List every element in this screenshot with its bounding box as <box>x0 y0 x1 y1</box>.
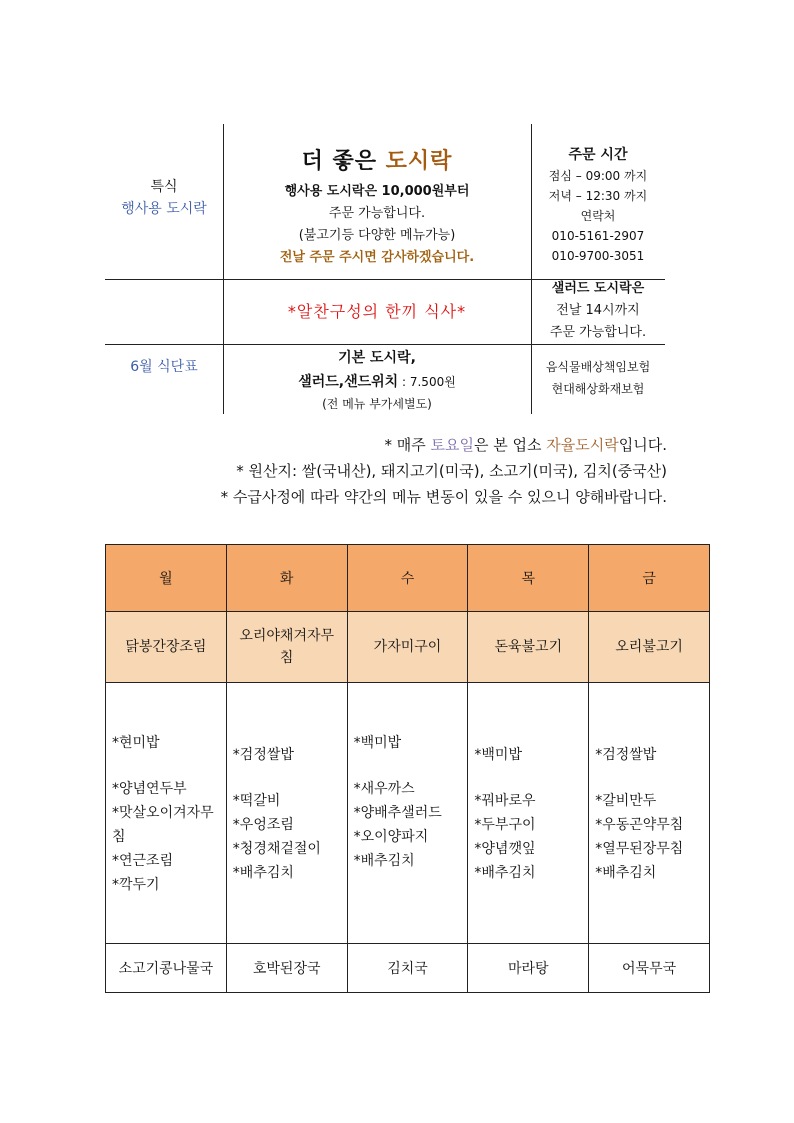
main-dish: 돈육불고기 <box>468 612 589 683</box>
main-dish: 닭봉간장조림 <box>106 612 227 683</box>
side-dish-row <box>106 683 710 944</box>
note-change: * 수급사정에 따라 약간의 메뉴 변동이 있을 수 있으니 양해바랍니다. <box>220 488 667 506</box>
header-block <box>105 124 665 414</box>
list-item: *떡갈비 <box>232 793 281 809</box>
main-dish-row <box>106 612 710 683</box>
list-item: *백미밥 <box>474 747 522 763</box>
list-item: *두부구이 <box>474 817 536 833</box>
insurance-info: 음식물배상책임보험 현대해상화재보험 <box>545 360 651 396</box>
june-menu-label: 6월 식단표 <box>130 359 198 375</box>
divider <box>105 344 665 345</box>
main-dish: 오리불고기 <box>589 612 710 683</box>
day-mon: 월 <box>106 545 227 612</box>
soup: 어묵무국 <box>589 944 710 993</box>
slogan: *알찬구성의 한끼 식사* <box>287 302 467 321</box>
list-item: *현미밥 <box>112 735 160 751</box>
list-item: *배추김치 <box>353 853 415 869</box>
event-info: 행사용 도시락은 10,000원부터 주문 가능합니다. (불고기등 다양한 메뉴가능) 전날 주문 주시면 감사하겠습니다. <box>279 184 475 265</box>
list-item: *백미밥 <box>353 735 402 751</box>
soup: 소고기콩나물국 <box>106 944 227 993</box>
title-block <box>223 144 531 269</box>
soup: 호박된장국 <box>226 944 347 993</box>
day-wed: 수 <box>347 545 468 612</box>
weekly-menu-table <box>105 544 710 993</box>
side-dish-cell <box>226 683 347 944</box>
day-tue: 화 <box>226 545 347 612</box>
notes <box>221 432 667 510</box>
list-item: *우엉조림 <box>232 817 294 833</box>
side-dish-cell <box>347 683 468 944</box>
special-label: 특식 행사용 도시락 <box>121 179 207 217</box>
side-dish-cell <box>589 683 710 944</box>
list-item: *갈비만두 <box>595 793 657 809</box>
list-item: *양념연두부 <box>112 781 187 797</box>
list-item: *검정쌀밥 <box>595 747 657 763</box>
list-item: *맛살오이겨자무침 <box>112 805 214 845</box>
list-item: *오이양파지 <box>353 829 429 845</box>
list-item: *연근조림 <box>112 853 174 869</box>
side-dish-cell <box>106 683 227 944</box>
list-item: *열무된장무침 <box>595 841 684 857</box>
soup-row <box>106 944 710 993</box>
note-origin: * 원산지: 쌀(국내산), 돼지고기(미국), 소고기(미국), 김치(중국산) <box>236 462 667 480</box>
list-item: *꿔바로우 <box>474 793 536 809</box>
list-item: *양념깻잎 <box>474 841 536 857</box>
day-row <box>106 545 710 612</box>
list-item: *배추김치 <box>474 865 536 881</box>
main-dish: 가자미구이 <box>347 612 468 683</box>
list-item: *우동곤약무침 <box>595 817 684 833</box>
list-item: *새우까스 <box>353 781 415 797</box>
salad-info: 샐러드 도시락은 전날 14시까지 주문 가능합니다. <box>549 281 647 340</box>
soup: 김치국 <box>347 944 468 993</box>
order-time: 주문 시간 점심 – 09:00 까지 저녁 – 12:30 까지 연락처 010-5161-2907 010-9700-3051 <box>548 147 648 263</box>
day-thu: 목 <box>468 545 589 612</box>
basic-info: 기본 도시락, 샐러드,샌드위치 : 7.500원 (전 메뉴 부가세별도) <box>298 350 456 411</box>
list-item: *배추김치 <box>595 865 657 881</box>
list-item: *배추김치 <box>232 865 294 881</box>
note-saturday: * 매주 토요일은 본 업소 자율도시락입니다. <box>384 436 667 454</box>
list-item: *양배추샐러드 <box>353 805 442 821</box>
soup: 마라탕 <box>468 944 589 993</box>
day-fri: 금 <box>589 545 710 612</box>
main-dish: 오리야채겨자무침 <box>226 612 347 683</box>
page-title: 더 좋은 도시락 <box>301 149 453 174</box>
list-item: *깍두기 <box>112 877 160 893</box>
list-item: *청경채겉절이 <box>232 841 321 857</box>
side-dish-cell <box>468 683 589 944</box>
list-item: *검정쌀밥 <box>232 747 294 763</box>
